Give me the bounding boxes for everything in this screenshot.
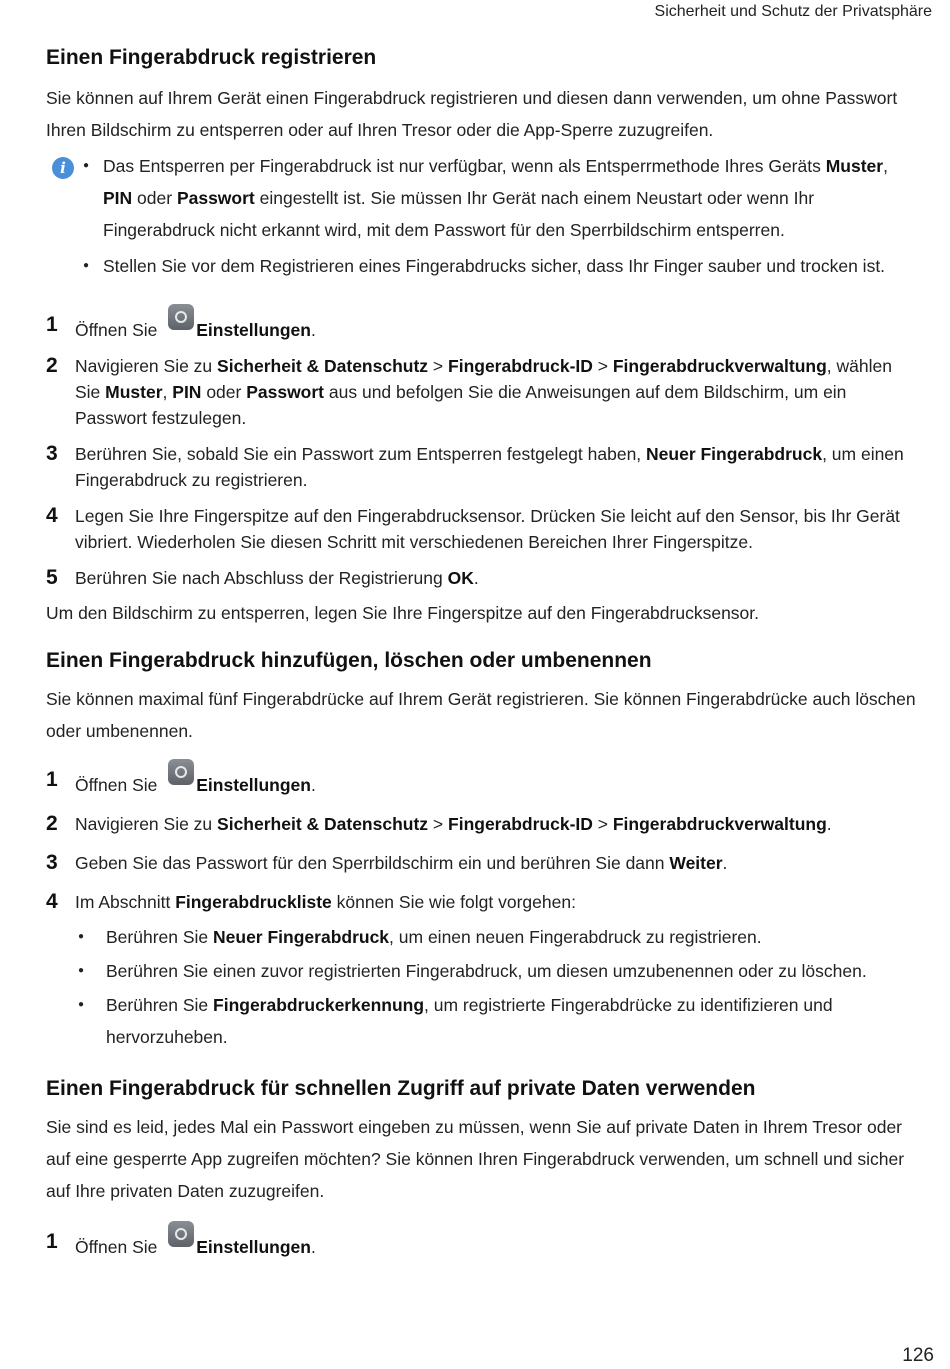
note-item: ● Das Entsperren per Fingerabdruck ist nur verfügbar, wenn als Entsperrmethode Ihres Geräts Muster, PIN oder Passwort eingestellt ist. Sie müssen Ihr Gerät nach einem Neustart oder wenn Ihr Fingerabdruck nicht erkannt wird, mit dem Passwort für den Sperrbildschirm entsperren. bbox=[103, 150, 916, 246]
info-note bbox=[46, 150, 916, 282]
sub-bullet-item: ● Berühren Sie einen zuvor registrierten Fingerabdruck, um diesen umzubenennen oder zu löschen. bbox=[106, 955, 916, 987]
section-intro: Sie sind es leid, jedes Mal ein Passwort eingeben zu müssen, wenn Sie auf private Daten in Ihrem Tresor oder auf eine gesperrte App zugreifen möchten? Sie können Ihren Fingerabdruck verwenden, um schnell und sicher auf Ihre privaten Daten zuzugreifen. bbox=[46, 1117, 905, 1201]
step-item: 1 Öffnen Sie Einstellungen. bbox=[46, 1229, 916, 1260]
step-item: 3 Geben Sie das Passwort für den Sperrbildschirm ein und berühren Sie dann Weiter. bbox=[46, 851, 728, 874]
section-title-register: Einen Fingerabdruck registrieren bbox=[46, 46, 377, 69]
note-item: ● Stellen Sie vor dem Registrieren eines Fingerabdrucks sicher, dass Ihr Finger sauber und trocken ist. bbox=[103, 250, 916, 282]
step-item: 2 Navigieren Sie zu Sicherheit & Datenschutz > Fingerabdruck-ID > Fingerabdruckverwaltung. bbox=[46, 812, 832, 835]
section-title-quick-access: Einen Fingerabdruck für schnellen Zugriff auf private Daten verwenden bbox=[46, 1077, 756, 1100]
step-item: 4 Im Abschnitt Fingerabdruckliste können Sie wie folgt vorgehen: ● Berühren Sie Neuer Fingerabdruck, um einen neuen Fingerabdruck zu registrieren. ● Berühren Sie einen zuvor registrierten Fingerabdruck, um diesen umzubenennen oder zu löschen. ● Berühren Sie Fingerabdruckerkennung, um registrierte Fingerabdrücke zu identifizieren und hervorzuheben. bbox=[46, 889, 916, 1053]
step-list bbox=[46, 1229, 916, 1260]
step-item: 2 Navigieren Sie zu Sicherheit & Datenschutz > Fingerabdruck-ID > Fingerabdruckverwaltung, wählen Sie Muster, PIN oder Passwort aus und befolgen Sie die Anweisungen auf dem Bildschirm, um ein Passwort festzulegen. bbox=[46, 354, 892, 428]
section-title-manage: Einen Fingerabdruck hinzufügen, löschen oder umbenennen bbox=[46, 649, 652, 672]
sub-bullet-list bbox=[75, 921, 916, 1053]
section-intro: Sie können auf Ihrem Gerät einen Fingerabdruck registrieren und diesen dann verwenden, um ohne Passwort Ihren Bildschirm zu entsperren oder auf Ihren Tresor oder die App-Sperre zuzugreifen. bbox=[46, 88, 898, 140]
sub-bullet-item: ● Berühren Sie Fingerabdruckerkennung, um registrierte Fingerabdrücke zu identifizieren und hervorzuheben. bbox=[106, 989, 916, 1053]
step-item: 1 Öffnen Sie Einstellungen. bbox=[46, 312, 916, 343]
section-intro: Sie können maximal fünf Fingerabdrücke auf Ihrem Gerät registrieren. Sie können Fingerabdrücke auch löschen oder umbenennen. bbox=[46, 689, 916, 741]
info-icon: i bbox=[52, 157, 74, 179]
document-body bbox=[46, 44, 916, 1270]
settings-app-icon bbox=[168, 759, 194, 785]
step-item: 5 Berühren Sie nach Abschluss der Registrierung OK. bbox=[46, 566, 479, 589]
page-number: 126 bbox=[902, 1345, 934, 1366]
step-item: 4 Legen Sie Ihre Fingerspitze auf den Fingerabdrucksensor. Drücken Sie leicht auf den Sensor, bis Ihr Gerät vibriert. Wiederholen Sie diesen Schritt mit verschiedenen Bereichen Ihrer Fingerspitze. bbox=[46, 504, 900, 552]
page-header: Sicherheit und Schutz der Privatsphäre bbox=[654, 3, 932, 20]
step-list bbox=[46, 767, 916, 1053]
step-list bbox=[46, 312, 916, 591]
settings-app-icon bbox=[168, 304, 194, 330]
settings-app-icon bbox=[168, 1221, 194, 1247]
section-outro: Um den Bildschirm zu entsperren, legen Sie Ihre Fingerspitze auf den Fingerabdrucksensor. bbox=[46, 603, 760, 623]
step-item: 3 Berühren Sie, sobald Sie ein Passwort zum Entsperren festgelegt haben, Neuer Fingerabdruck, um einen Fingerabdruck zu registrieren. bbox=[46, 442, 904, 490]
sub-bullet-item: ● Berühren Sie Neuer Fingerabdruck, um einen neuen Fingerabdruck zu registrieren. bbox=[106, 921, 916, 953]
step-item: 1 Öffnen Sie Einstellungen. bbox=[46, 767, 916, 798]
